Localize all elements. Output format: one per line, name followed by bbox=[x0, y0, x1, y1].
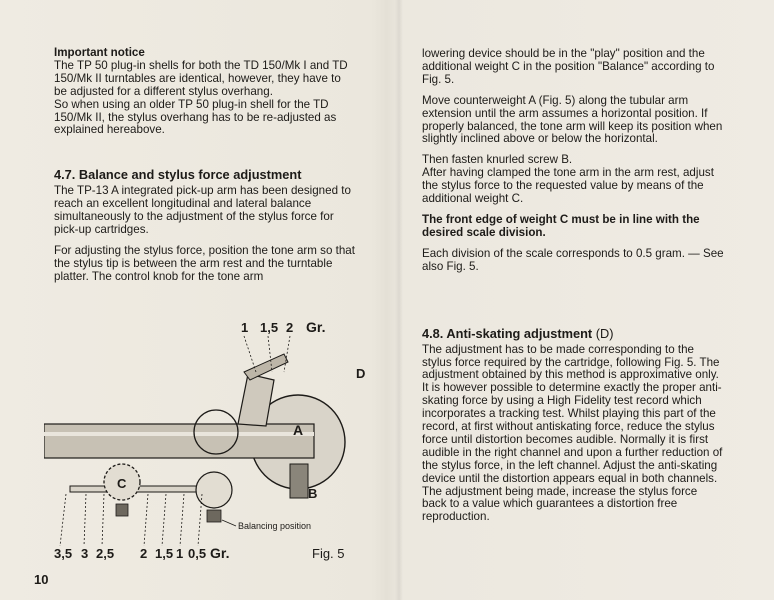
label-d: D bbox=[356, 366, 366, 381]
label-c: C bbox=[117, 476, 127, 491]
balancing-pointer bbox=[222, 520, 236, 526]
top-scale-label-1-5: 1,5 bbox=[260, 320, 279, 335]
bottom-scale-label-3: 3 bbox=[81, 546, 89, 561]
section-heading-4-7: 4.7. Balance and stylus force adjustment bbox=[54, 167, 302, 183]
page-gutter bbox=[395, 0, 403, 600]
knurled-screw-b bbox=[290, 464, 308, 498]
bottom-scale-label-2-5: 2,5 bbox=[96, 546, 115, 561]
right-paragraph-1: lowering device should be in the "play" position and the additional weight C in the position "Balance" according to Fig. 5. bbox=[422, 47, 715, 86]
right-column bbox=[422, 48, 724, 524]
left-column bbox=[54, 47, 356, 284]
section-4-8-paragraph: The adjustment has to be made corresponding to the stylus force required by the cartridge, following Fig. 5. The adjustment obtained by this method is approximative only. It is however possible to determine exactly the proper anti-skating force by using a High Fidelity test record which incorporates a tracking test. Whilst playing this part of the record, at first without antiskating force, reduce the stylus force until distortion becomes audible. Normally it is first audible in the right channel and upon a further reduction of the stylus force, in the left channel. Adjust the anti-skating device until the distortion appears equal in both channels. The adjustment being made, increase the stylus force back to a value which guarantees a distortion free reproduction. bbox=[422, 342, 723, 524]
top-scale-label-2: 2 bbox=[286, 320, 294, 335]
arm-highlight bbox=[44, 432, 314, 436]
label-a: A bbox=[293, 422, 304, 438]
right-paragraph-4: After having clamped the tone arm in the arm rest, adjust the stylus force to the requested value by means of the additional weight C. bbox=[422, 166, 714, 206]
bottom-scale-label-1-5: 1,5 bbox=[155, 546, 174, 561]
bottom-scale-label-2: 2 bbox=[140, 546, 148, 561]
label-b: B bbox=[308, 486, 318, 501]
bottom-scale-guides bbox=[60, 494, 202, 546]
tubular-arm bbox=[44, 424, 314, 458]
right-paragraph-5: The front edge of weight C must be in line with the desired scale division. bbox=[422, 212, 700, 239]
balancing-knob bbox=[207, 510, 221, 522]
section-heading-4-8 bbox=[422, 326, 724, 341]
weight-c-knob bbox=[116, 504, 128, 516]
figure-caption: Fig. 5 bbox=[312, 546, 345, 561]
right-paragraph-2: Move counterweight A (Fig. 5) along the tubular arm extension until the arm assumes a horizontal position. If properly balanced, the tone arm will keep its position when slightly inclined above or below the horizontal. bbox=[422, 93, 723, 146]
notice-paragraph-2: So when using an older TP 50 plug-in shell for the TD 150/Mk II, the stylus overhang has to be re-adjusted as explained hereabove. bbox=[54, 97, 337, 137]
right-paragraph-3: Then fasten knurled screw B. bbox=[422, 153, 573, 167]
figure-5-diagram bbox=[44, 314, 384, 568]
lift-top bbox=[244, 354, 288, 380]
section-heading-4-8-title: 4.8. Anti-skating adjustment bbox=[422, 325, 593, 341]
section-4-7-paragraph-2: For adjusting the stylus force, position the tone arm so that the stylus tip is between the arm rest and the turntable platter. The control knob for the tone arm bbox=[54, 243, 355, 283]
page-number: 10 bbox=[34, 572, 49, 587]
bottom-scale-label-0-5: 0,5 bbox=[188, 546, 207, 561]
bottom-scale-label-1: 1 bbox=[176, 546, 184, 561]
bottom-scale-label-3-5: 3,5 bbox=[54, 546, 73, 561]
top-scale-label-1: 1 bbox=[241, 320, 249, 335]
notice-title: Important notice bbox=[54, 46, 145, 59]
balancing-position-label: Balancing position bbox=[238, 521, 312, 531]
right-paragraph-6: Each division of the scale corresponds to 0.5 gram. — See also Fig. 5. bbox=[422, 246, 724, 273]
top-scale-label-gr: Gr. bbox=[306, 319, 326, 335]
notice-paragraph-1: The TP 50 plug-in shells for both the TD 150/Mk I and TD 150/Mk II turntables are identical, however, they have to be adjusted for a different stylus overhang. bbox=[54, 58, 348, 98]
bottom-scale-label-gr: Gr. bbox=[210, 545, 230, 561]
section-4-7-paragraph-1: The TP-13 A integrated pick-up arm has been designed to reach an excellent longitudinal and lateral balance simultaneously to the adjustment of the stylus force for pick-up cartridges. bbox=[54, 184, 351, 237]
section-heading-4-8-suffix: (D) bbox=[595, 325, 614, 341]
